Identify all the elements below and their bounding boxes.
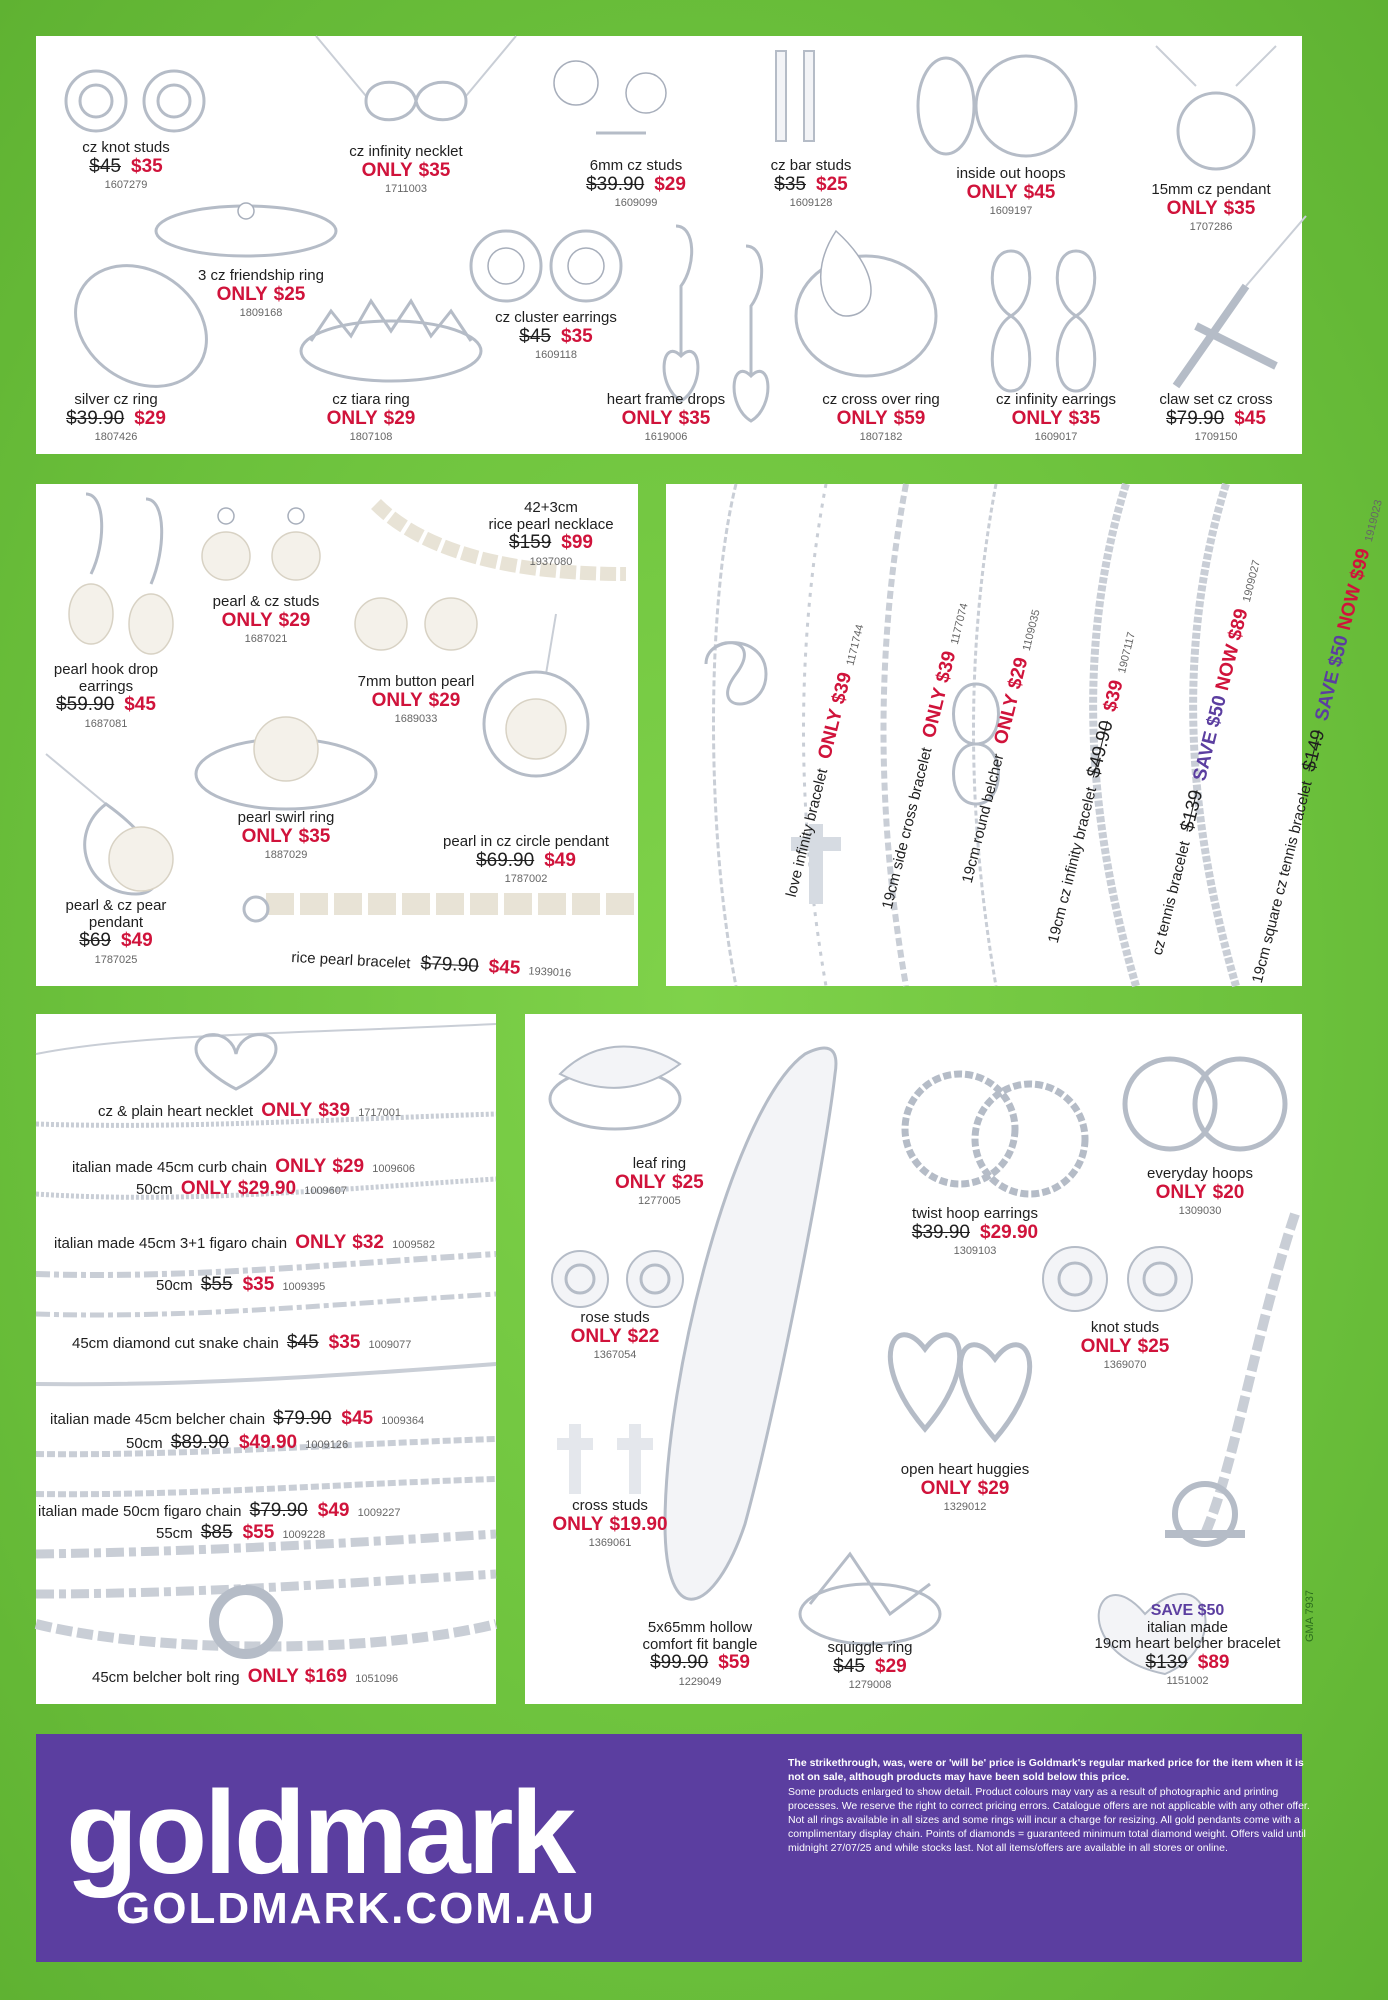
was-price: $69 bbox=[79, 930, 111, 951]
only-label: ONLY bbox=[918, 685, 952, 741]
was-price: $35 bbox=[774, 173, 806, 195]
product-heart-frame-drops[interactable] bbox=[581, 392, 751, 443]
sku: 1177074 bbox=[948, 602, 971, 646]
product-name: claw set cz cross bbox=[1159, 391, 1273, 408]
price: $89 bbox=[1197, 1651, 1230, 1673]
product-cz-cross-over-ring[interactable] bbox=[796, 392, 966, 443]
fine-print-pricing: The strikethrough, was, were or 'will be' price is Goldmark's regular marked price for the item when it is not on sale, although products may have been sold below this price. bbox=[788, 1757, 1304, 1784]
was-price: $79.90 bbox=[420, 952, 480, 977]
product-name-line2: pendant bbox=[88, 913, 144, 931]
product-name: pearl in cz circle pendant bbox=[443, 833, 609, 850]
price: $45 bbox=[1023, 181, 1056, 203]
footer-banner bbox=[36, 1734, 1310, 1962]
product-silver-cz-ring[interactable] bbox=[41, 392, 191, 443]
product-name: pearl & cz studs bbox=[212, 593, 320, 610]
15mm-cz-pendant-image bbox=[1136, 46, 1286, 176]
product-hollow-comfort-fit-bangle[interactable] bbox=[620, 1620, 780, 1688]
claw-set-cz-cross-image bbox=[1156, 216, 1306, 416]
sku: 1369070 bbox=[1103, 1359, 1147, 1372]
price: $35 bbox=[1223, 197, 1256, 219]
only-label: ONLY bbox=[621, 407, 673, 429]
product-name: italian made 45cm curb chain bbox=[72, 1159, 268, 1176]
cz-cross-over-ring-image bbox=[766, 216, 946, 396]
twist-hoop-earrings-image bbox=[895, 1034, 1095, 1204]
product-name: 50cm bbox=[156, 1277, 193, 1294]
sku: 1277005 bbox=[637, 1195, 681, 1208]
price: $20 bbox=[1212, 1181, 1245, 1203]
only-label: ONLY bbox=[1166, 197, 1218, 219]
product-name: pearl & cz pear bbox=[65, 897, 167, 914]
price: $29 bbox=[1004, 655, 1033, 692]
sku: 1787002 bbox=[504, 873, 548, 886]
sku: 1009227 bbox=[357, 1507, 401, 1519]
panel-chains bbox=[36, 1014, 496, 1704]
product-45cm-diamond-cut-snake-chain[interactable] bbox=[72, 1332, 411, 1354]
product-cz-knot-studs[interactable] bbox=[66, 140, 186, 191]
sku: 1689033 bbox=[394, 713, 438, 726]
price: $59 bbox=[718, 1652, 750, 1673]
price: $35 bbox=[328, 1332, 361, 1353]
pearl-cz-pear-pendant-image bbox=[46, 754, 206, 904]
cz-cluster-earrings-image bbox=[466, 221, 636, 311]
product-name: 7mm button pearl bbox=[357, 673, 475, 690]
product-name: 19cm round belcher bbox=[958, 752, 1008, 885]
was-price: $79.90 bbox=[273, 1408, 332, 1429]
only-label: ONLY bbox=[221, 609, 273, 631]
product-pearl-swirl-ring[interactable] bbox=[221, 810, 351, 861]
product-name: 42+3cm bbox=[524, 499, 578, 516]
product-name: 45cm belcher bolt ring bbox=[92, 1669, 240, 1686]
product-name: italian made bbox=[1147, 1618, 1228, 1636]
product-figaro-chain-55cm[interactable] bbox=[156, 1522, 325, 1544]
product-name: cross studs bbox=[572, 1497, 648, 1514]
product-heart-belcher-bracelet[interactable] bbox=[1085, 1602, 1290, 1688]
price: $39 bbox=[318, 1100, 351, 1121]
only-label: ONLY bbox=[570, 1325, 622, 1347]
product-cz-infinity-earrings[interactable] bbox=[971, 392, 1141, 443]
was-price: $85 bbox=[200, 1522, 233, 1543]
sku: 1229049 bbox=[678, 1675, 722, 1688]
pearl-hook-drop-earrings-image bbox=[46, 494, 186, 664]
sku: 1009582 bbox=[392, 1239, 435, 1251]
product-name: 15mm cz pendant bbox=[1151, 181, 1271, 198]
sku: 1919023 bbox=[1362, 498, 1385, 544]
panel-cz-jewellery bbox=[36, 36, 1302, 454]
product-name: italian made 45cm belcher chain bbox=[50, 1411, 266, 1428]
sku: 1309030 bbox=[1178, 1205, 1222, 1218]
price: $35 bbox=[678, 407, 711, 429]
price: $29 bbox=[428, 689, 461, 711]
cz-bar-studs-image bbox=[766, 51, 826, 151]
only-label: ONLY bbox=[275, 1156, 327, 1177]
product-rice-pearl-bracelet[interactable] bbox=[291, 946, 572, 983]
product-name: 55cm bbox=[156, 1525, 193, 1542]
product-open-heart-huggies[interactable] bbox=[880, 1462, 1050, 1513]
panel-pearl-jewellery bbox=[36, 484, 638, 986]
sku: 1807182 bbox=[859, 431, 903, 444]
only-label: ONLY bbox=[241, 825, 293, 847]
price: $45 bbox=[341, 1408, 374, 1429]
sku: 1709150 bbox=[1194, 431, 1238, 444]
only-label: ONLY bbox=[371, 689, 423, 711]
product-name-line2: rice pearl necklace bbox=[488, 515, 614, 533]
sku: 1687081 bbox=[84, 717, 128, 730]
sku: 1707286 bbox=[1189, 221, 1233, 234]
product-name: 50cm bbox=[126, 1435, 163, 1452]
price: $55 bbox=[242, 1522, 275, 1543]
product-name: italian made 50cm figaro chain bbox=[38, 1503, 242, 1520]
product-claw-set-cz-cross[interactable] bbox=[1136, 392, 1296, 443]
sku: 1909027 bbox=[1240, 558, 1263, 604]
product-cross-studs[interactable] bbox=[545, 1498, 675, 1549]
was-price: $39.90 bbox=[66, 407, 125, 429]
sku: 1787025 bbox=[94, 953, 138, 966]
was-price: $89.90 bbox=[170, 1432, 229, 1453]
product-leaf-ring[interactable] bbox=[615, 1156, 704, 1207]
sku: 1809168 bbox=[239, 307, 283, 320]
price: $29.90 bbox=[237, 1178, 297, 1199]
price: $35 bbox=[242, 1274, 275, 1295]
sku: 1151002 bbox=[1166, 1675, 1209, 1688]
sku: 1937080 bbox=[529, 555, 573, 568]
sku: 1939016 bbox=[528, 965, 572, 980]
only-label: ONLY bbox=[247, 1666, 299, 1687]
save-label: SAVE $50 bbox=[1311, 633, 1353, 724]
product-name: everyday hoops bbox=[1147, 1165, 1253, 1182]
product-name: squiggle ring bbox=[827, 1639, 913, 1656]
product-inside-out-hoops[interactable] bbox=[936, 166, 1086, 217]
everyday-hoops-image bbox=[1115, 1034, 1295, 1174]
sku: 1009607 bbox=[304, 1185, 348, 1197]
only-label: ONLY bbox=[361, 159, 413, 181]
sku: 1609118 bbox=[534, 349, 577, 362]
price: $39 bbox=[828, 670, 857, 707]
now-price: NOW $89 bbox=[1211, 606, 1253, 693]
product-rice-pearl-necklace[interactable] bbox=[476, 500, 626, 568]
product-name: twist hoop earrings bbox=[912, 1205, 1038, 1222]
product-figaro-chain-50cm[interactable] bbox=[156, 1274, 325, 1296]
sku: 1369061 bbox=[588, 1537, 632, 1550]
only-label: ONLY bbox=[920, 1477, 972, 1499]
sku: 1009606 bbox=[372, 1163, 416, 1175]
website-link[interactable]: GOLDMARK.COM.AU bbox=[116, 1884, 596, 1933]
only-label: ONLY bbox=[990, 691, 1024, 747]
save-label: SAVE $50 bbox=[1189, 693, 1231, 784]
sku: 1607279 bbox=[104, 179, 148, 192]
price: $25 bbox=[1137, 1335, 1170, 1357]
only-label: ONLY bbox=[966, 181, 1018, 203]
price: $25 bbox=[273, 283, 306, 305]
product-cz-cluster-earrings[interactable] bbox=[476, 310, 636, 361]
sku: 1609099 bbox=[614, 197, 658, 210]
product-cz-tiara-ring[interactable] bbox=[306, 392, 436, 443]
price: $99 bbox=[561, 532, 593, 553]
save-label: SAVE $50 bbox=[1150, 1602, 1225, 1619]
product-italian-50cm-figaro-chain[interactable] bbox=[38, 1500, 400, 1522]
price: $29 bbox=[134, 407, 166, 429]
product-name: cz cluster earrings bbox=[495, 309, 617, 326]
product-name: inside out hoops bbox=[956, 165, 1066, 182]
was-price: $139 bbox=[1145, 1651, 1188, 1673]
product-name: cz tennis bracelet bbox=[1148, 839, 1194, 957]
product-name: 5x65mm hollow bbox=[647, 1619, 753, 1636]
only-label: ONLY bbox=[1155, 1181, 1207, 1203]
product-3-cz-friendship-ring[interactable] bbox=[176, 268, 346, 319]
product-italian-45cm-belcher-chain[interactable] bbox=[50, 1408, 424, 1430]
price: $169 bbox=[304, 1666, 348, 1687]
product-pearl-cz-studs[interactable] bbox=[196, 594, 336, 645]
cross-studs-image bbox=[545, 1414, 665, 1504]
was-price: $139 bbox=[1176, 787, 1208, 834]
was-price: $79.90 bbox=[249, 1500, 308, 1521]
product-name: open heart huggies bbox=[900, 1461, 1030, 1478]
product-name-line2: comfort fit bangle bbox=[642, 1635, 758, 1653]
price: $45 bbox=[488, 956, 521, 979]
pearl-cz-studs-image bbox=[196, 506, 326, 596]
product-name: 19cm square cz tennis bracelet bbox=[1248, 779, 1316, 985]
sku: 1009364 bbox=[381, 1415, 425, 1427]
product-name: cz bar studs bbox=[770, 157, 852, 174]
price: $29.90 bbox=[980, 1221, 1039, 1243]
6mm-cz-studs-image bbox=[536, 48, 696, 158]
price: $35 bbox=[298, 825, 331, 847]
product-6mm-cz-studs[interactable] bbox=[556, 158, 716, 209]
product-name: rice pearl bracelet bbox=[290, 948, 411, 973]
price: $59 bbox=[893, 407, 926, 429]
sku: 1171744 bbox=[844, 623, 867, 667]
price: $49.90 bbox=[238, 1432, 298, 1453]
only-label: ONLY bbox=[180, 1178, 232, 1199]
product-name: cz knot studs bbox=[82, 139, 170, 156]
product-name: heart frame drops bbox=[606, 391, 726, 408]
price: $35 bbox=[561, 325, 593, 347]
price: $32 bbox=[352, 1232, 384, 1253]
rose-studs-image bbox=[545, 1244, 695, 1314]
product-name: silver cz ring bbox=[74, 391, 158, 408]
sku: 1009077 bbox=[368, 1339, 412, 1351]
product-15mm-cz-pendant[interactable] bbox=[1141, 182, 1281, 233]
price: $29 bbox=[332, 1156, 365, 1177]
product-pearl-hook-drop-earrings[interactable] bbox=[36, 662, 176, 730]
product-name: 19cm cz infinity bracelet bbox=[1044, 785, 1101, 945]
price: $39 bbox=[1099, 677, 1128, 714]
product-everyday-hoops[interactable] bbox=[1125, 1166, 1275, 1217]
was-price: $39.90 bbox=[586, 173, 645, 195]
price: $35 bbox=[418, 159, 451, 181]
product-name: 19cm side cross bracelet bbox=[878, 745, 936, 911]
price: $35 bbox=[131, 155, 163, 177]
product-name: love infinity bracelet bbox=[782, 766, 832, 899]
product-italian-45cm-curb-chain[interactable] bbox=[72, 1156, 415, 1178]
fine-print bbox=[788, 1756, 1313, 1856]
sku: 1907117 bbox=[1116, 630, 1138, 675]
fine-print-terms: Some products enlarged to show detail. Product colours may vary as a result of photographic and printing processes. We reserve the right to correct pricing errors. Catalogue offers are not applicable with any other offer. Not all rings available in all sizes and some rings will incur a charge for resizing. All gold pendants come with a complimentary display chain. Points of diamonds = guaranteed minimum total diamond weight. Offers valid until midnight 27/07/25 and while stocks last. Not all items/offers are available in all stores or online. bbox=[788, 1786, 1310, 1855]
product-45cm-belcher-bolt-ring[interactable] bbox=[92, 1666, 398, 1688]
price: $19.90 bbox=[609, 1513, 668, 1535]
was-price: $159 bbox=[509, 532, 552, 553]
product-name: 45cm diamond cut snake chain bbox=[72, 1335, 279, 1352]
was-price: $45 bbox=[286, 1332, 319, 1353]
only-label: ONLY bbox=[552, 1513, 604, 1535]
product-twist-hoop-earrings[interactable] bbox=[890, 1206, 1060, 1257]
price: $29 bbox=[977, 1477, 1010, 1499]
sku: 1009228 bbox=[282, 1529, 326, 1541]
catalogue-code: GMA 7937 bbox=[1304, 1590, 1316, 1642]
sku: 1609197 bbox=[989, 205, 1033, 218]
sku: 1687021 bbox=[244, 633, 288, 646]
was-price: $49.90 bbox=[1083, 718, 1118, 780]
price: $39 bbox=[932, 649, 961, 685]
was-price: $79.90 bbox=[1166, 407, 1225, 429]
product-cz-plain-heart-necklet[interactable] bbox=[98, 1100, 401, 1122]
sku: 1717001 bbox=[358, 1107, 402, 1119]
sku: 1609017 bbox=[1034, 431, 1078, 444]
product-name: cz infinity earrings bbox=[995, 391, 1117, 408]
sku: 1609128 bbox=[789, 197, 833, 210]
price: $49 bbox=[317, 1500, 350, 1521]
only-label: ONLY bbox=[326, 407, 378, 429]
was-price: $99.90 bbox=[650, 1652, 709, 1673]
product-name: rose studs bbox=[580, 1309, 650, 1326]
only-label: ONLY bbox=[295, 1232, 347, 1253]
rice-pearl-bracelet-image bbox=[236, 884, 636, 944]
price: $45 bbox=[124, 694, 156, 715]
price: $29 bbox=[654, 173, 686, 195]
price: $25 bbox=[816, 173, 848, 195]
sku: 1887029 bbox=[264, 849, 308, 862]
product-name: pearl hook drop bbox=[53, 661, 159, 678]
was-price: $45 bbox=[833, 1655, 865, 1677]
price: $22 bbox=[627, 1325, 660, 1347]
product-italian-45cm-figaro-chain[interactable] bbox=[54, 1232, 435, 1254]
product-name: cz cross over ring bbox=[822, 391, 940, 408]
price: $35 bbox=[1068, 407, 1101, 429]
was-price: $39.90 bbox=[911, 1221, 970, 1243]
product-name: cz infinity necklet bbox=[349, 143, 463, 160]
product-name-line2: 19cm heart belcher bracelet bbox=[1094, 1635, 1281, 1653]
was-price: $45 bbox=[519, 325, 551, 347]
was-price: $69.90 bbox=[476, 849, 535, 871]
was-price: $45 bbox=[89, 155, 121, 177]
product-7mm-button-pearl[interactable] bbox=[341, 674, 491, 725]
sku: 1109035 bbox=[1020, 608, 1043, 653]
squiggle-ring-image bbox=[790, 1544, 950, 1654]
product-name: cz tiara ring bbox=[332, 391, 410, 408]
price: $25 bbox=[672, 1171, 704, 1193]
goldmark-logo[interactable]: goldmark bbox=[66, 1767, 574, 1899]
only-label: ONLY bbox=[1011, 407, 1063, 429]
product-pearl-cz-pear-pendant[interactable] bbox=[56, 898, 176, 966]
product-name: 50cm bbox=[136, 1181, 173, 1198]
product-name: leaf ring bbox=[632, 1155, 687, 1172]
sku: 1807108 bbox=[349, 431, 393, 444]
was-price: $55 bbox=[200, 1274, 233, 1295]
sku: 1009126 bbox=[305, 1439, 349, 1451]
product-knot-studs[interactable] bbox=[1065, 1320, 1185, 1371]
price: $29 bbox=[383, 407, 416, 429]
product-name: pearl swirl ring bbox=[237, 809, 335, 826]
sku: 1009395 bbox=[282, 1281, 326, 1293]
was-price: $149 bbox=[1298, 727, 1330, 774]
sku: 1051096 bbox=[355, 1673, 399, 1685]
product-name-line2: earrings bbox=[78, 677, 134, 695]
only-label: ONLY bbox=[1080, 1335, 1132, 1357]
now-price: NOW $99 bbox=[1333, 546, 1375, 633]
product-name: 3 cz friendship ring bbox=[198, 267, 324, 284]
product-name: italian made 45cm 3+1 figaro chain bbox=[54, 1235, 288, 1252]
sku: 1619006 bbox=[644, 431, 688, 444]
product-name: 6mm cz studs bbox=[589, 157, 683, 174]
product-pearl-in-cz-circle-pendant[interactable] bbox=[431, 834, 621, 885]
price: $29 bbox=[278, 609, 311, 631]
only-label: ONLY bbox=[261, 1100, 313, 1121]
price: $45 bbox=[1234, 407, 1266, 429]
product-squiggle-ring[interactable] bbox=[805, 1640, 935, 1691]
sku: 1807426 bbox=[94, 431, 138, 444]
sku: 1309103 bbox=[953, 1245, 997, 1258]
panel-rings-earrings-bangle bbox=[525, 1014, 1302, 1704]
price: $49 bbox=[121, 930, 153, 951]
product-cz-bar-studs[interactable] bbox=[751, 158, 871, 209]
product-name: knot studs bbox=[1090, 1319, 1160, 1336]
only-label: ONLY bbox=[216, 283, 268, 305]
product-cz-infinity-necklet[interactable] bbox=[326, 144, 486, 195]
sku: 1711003 bbox=[384, 183, 427, 196]
only-label: ONLY bbox=[836, 407, 888, 429]
inside-out-hoops-image bbox=[906, 51, 1096, 171]
only-label: ONLY bbox=[615, 1171, 667, 1193]
cz-infinity-earrings-image bbox=[976, 241, 1116, 401]
sku: 1329012 bbox=[943, 1501, 987, 1514]
panel-bracelets bbox=[666, 484, 1385, 986]
product-curb-chain-50cm[interactable] bbox=[136, 1178, 347, 1200]
product-belcher-chain-50cm[interactable] bbox=[126, 1432, 348, 1454]
product-rose-studs[interactable] bbox=[555, 1310, 675, 1361]
only-label: ONLY bbox=[814, 706, 848, 762]
price: $49 bbox=[544, 849, 576, 871]
cz-infinity-necklet-image bbox=[306, 36, 526, 146]
sku: 1367054 bbox=[593, 1349, 637, 1362]
was-price: $59.90 bbox=[56, 694, 115, 715]
product-name: cz & plain heart necklet bbox=[98, 1103, 254, 1120]
sku: 1279008 bbox=[848, 1679, 892, 1692]
price: $29 bbox=[875, 1655, 907, 1677]
